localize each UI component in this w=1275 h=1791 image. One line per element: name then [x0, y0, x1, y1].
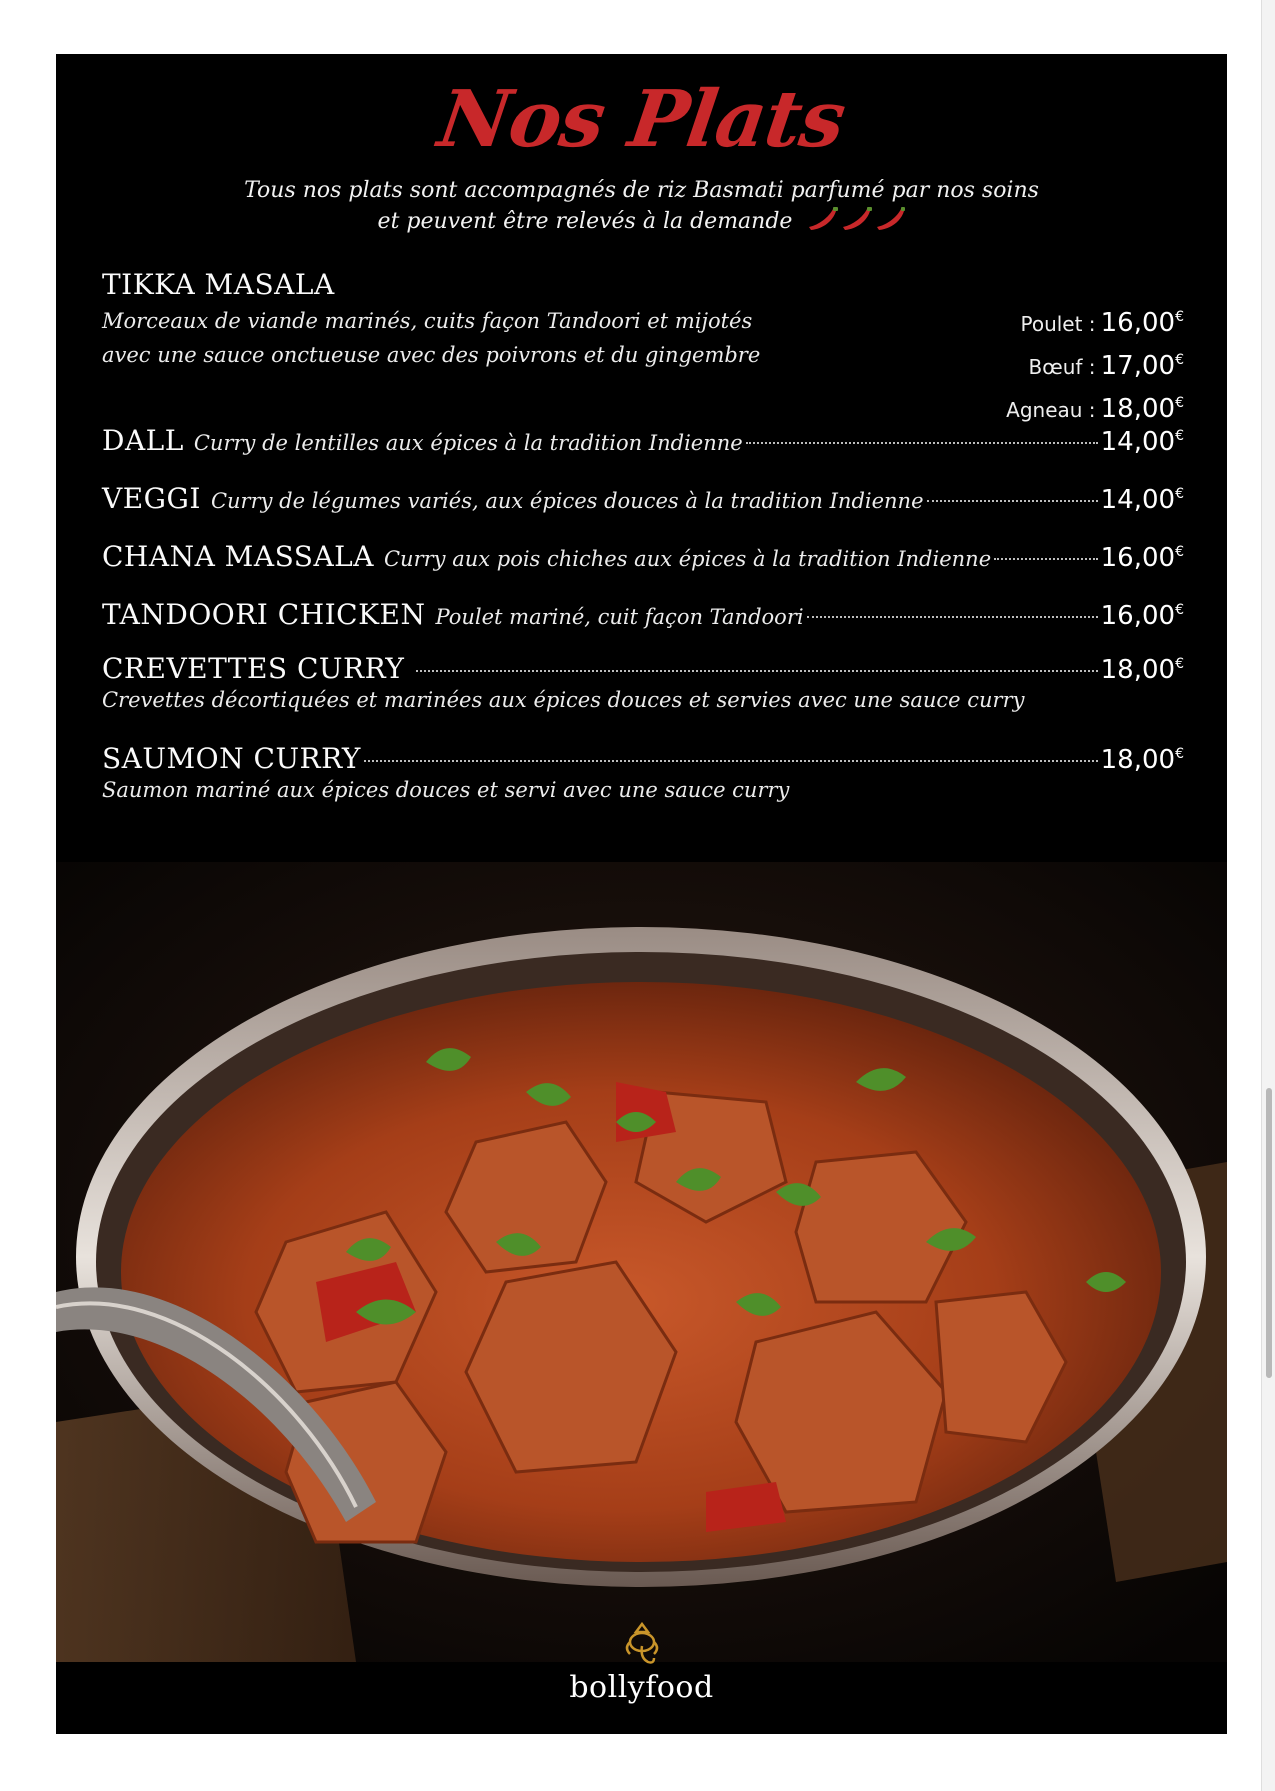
dish-price-dall: 14,00€ [1100, 427, 1184, 457]
page-title: Nos Plats [433, 74, 850, 165]
dish-desc-tandoori-chicken: Poulet mariné, cuit façon Tandoori [435, 605, 804, 629]
ganesha-icon [622, 1622, 662, 1670]
menu-page [56, 54, 1227, 1734]
price-row-poulet [1006, 300, 1184, 343]
brand-logo [56, 1622, 1227, 1705]
dish-name-tikka-masala: TIKKA MASALA [102, 268, 335, 301]
dish-name-veggi: VEGGI [102, 482, 201, 515]
dish-name-crevettes-curry: CREVETTES CURRY [102, 652, 405, 685]
dotted-leader [807, 616, 1098, 618]
dish-price-chana-massala: 16,00€ [1100, 543, 1184, 573]
dish-desc-saumon-curry: Saumon mariné aux épices douces et servi avec une sauce curry [102, 778, 790, 802]
menu-item-dall [102, 424, 1184, 457]
vertical-scrollbar[interactable] [1266, 1088, 1272, 1378]
dish-name-dall: DALL [102, 424, 184, 457]
menu-item-crevettes-curry [102, 652, 1184, 685]
subtitle-line-1: Tous nos plats sont accompagnés de riz Basmati parfumé par nos soins [244, 178, 1039, 203]
price-boeuf: 17,00€ [1100, 351, 1184, 381]
dish-desc-tikka-masala [102, 304, 760, 372]
price-row-boeuf [1006, 343, 1184, 386]
dish-desc-chana-massala: Curry aux pois chiches aux épices à la tradition Indienne [383, 547, 992, 571]
price-label-poulet: Poulet : [1020, 312, 1096, 336]
dish-desc-veggi: Curry de légumes variés, aux épices douces à la tradition Indienne [210, 489, 924, 513]
dish-price-veggi: 14,00€ [1100, 485, 1184, 515]
dish-name-tandoori-chicken: TANDOORI CHICKEN [102, 598, 426, 631]
price-row-agneau [1006, 386, 1184, 429]
dish-price-tandoori-chicken: 16,00€ [1100, 601, 1184, 631]
dish-price-crevettes-curry: 18,00€ [1100, 655, 1184, 685]
menu-item-saumon-curry [102, 742, 1184, 775]
dish-price-saumon-curry: 18,00€ [1100, 745, 1184, 775]
tikka-desc-line-1: Morceaux de viande marinés, cuits façon Tandoori et mijotés [102, 309, 753, 333]
dotted-leader [746, 442, 1098, 444]
menu-item-chana-massala [102, 540, 1184, 573]
dish-desc-crevettes-curry: Crevettes décortiquées et marinées aux épices douces et servies avec une sauce curry [102, 688, 1025, 712]
price-label-agneau: Agneau : [1006, 398, 1096, 422]
dotted-leader [416, 670, 1097, 672]
curry-dish-photo [56, 862, 1227, 1662]
tikka-price-list [1006, 300, 1184, 429]
price-agneau: 18,00€ [1100, 394, 1184, 424]
price-label-boeuf: Bœuf : [1028, 355, 1096, 379]
dish-name-chana-massala: CHANA MASSALA [102, 540, 374, 573]
price-poulet: 16,00€ [1100, 308, 1184, 338]
dotted-leader [927, 500, 1098, 502]
tikka-desc-line-2: avec une sauce onctueuse avec des poivrons et du gingembre [102, 343, 761, 367]
brand-name: bollyfood [569, 1670, 714, 1705]
menu-item-tandoori-chicken [102, 598, 1184, 631]
subtitle-line-2-text: et peuvent être relevés à la demande [377, 209, 793, 234]
dish-name-saumon-curry: SAUMON CURRY [102, 742, 361, 775]
dotted-leader [994, 558, 1098, 560]
dotted-leader [364, 760, 1098, 762]
menu-list [102, 54, 1184, 854]
menu-item-veggi [102, 482, 1184, 515]
dish-desc-dall: Curry de lentilles aux épices à la tradition Indienne [193, 431, 743, 455]
